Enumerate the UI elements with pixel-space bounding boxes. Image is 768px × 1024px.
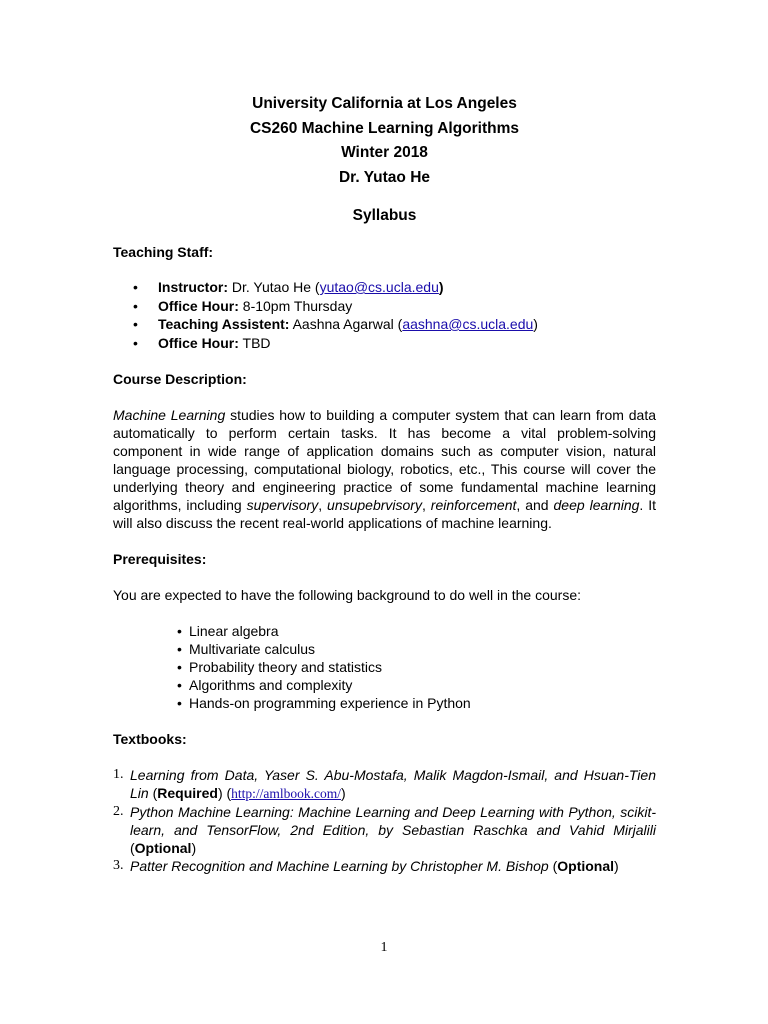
textbooks-heading: Textbooks: [113,731,187,747]
page-number: 1 [380,940,388,955]
bullet-icon: • [177,659,182,675]
course-description-text: Machine Learning studies how to building a computer system that can learn from data automatically to perform certain tasks. It has become a vital problem-solving component in wide range of application domains such as computer vision, natural language processing, computational biology, robotics, etc., This course will cover the underlying theory and engineering practice of some fundamental machine learning algorithms, including supervisory, unsupebrvisory, reinforcement, and deep learning. It will also discuss the recent real-world applications of machine learning. [113,407,657,531]
list-item: • Hands-on programming experience in Python [177,695,471,711]
list-item: • Multivariate calculus [177,641,316,657]
staff-item-ta-office-hour [113,334,656,353]
bullet-icon: • [133,334,138,351]
course-description-heading: Course Description: [113,371,247,387]
ta-email-link[interactable]: aashna@cs.ucla.edu [402,316,534,332]
textbook-title: Patter Recognition and Machine Learning by Christopher M. Bishop [130,858,549,874]
staff-label: Teaching Assistent: [158,316,290,332]
document-title: Syllabus [352,207,417,224]
list-number: 3. [113,858,124,873]
staff-item-instructor: • Instructor: Dr. Yutao He (yutao@cs.ucla.edu) [133,279,444,295]
list-item: • Linear algebra [177,623,279,639]
bullet-icon: • [133,297,138,314]
textbooks-list [113,766,656,875]
staff-label: Office Hour: [158,297,239,314]
textbook-link[interactable]: http://amlbook.com/ [231,786,342,801]
staff-value: TBD [238,334,271,351]
bullet-icon: • [133,316,138,332]
staff-label: Office Hour: [158,334,239,351]
bullet-icon: • [177,695,182,711]
instructor-heading: Dr. Yutao He [338,168,431,186]
staff-item-ta: • Teaching Assistent: Aashna Agarwal (aashna@cs.ucla.edu) [133,316,538,332]
list-item: • Algorithms and complexity [177,677,353,693]
prerequisites-heading: Prerequisites: [113,551,207,567]
bullet-icon: • [177,677,182,693]
textbook-status: Optional [557,858,615,874]
textbook-title: Python Machine Learning: Machine Learning and Deep Learning with Python, scikit-learn, and TensorFlow, 2nd Edition, by Sebastian Raschka and Vahid Mirjalili [130,804,656,838]
textbook-status: Optional [134,840,192,856]
staff-value: 8-10pm Thursday [238,297,353,314]
textbook-item: 2. Python Machine Learning: Machine Learning and Deep Learning with Python, scikit-learn, and TensorFlow, 2nd Edition, by Sebastian Raschka and Vahid Mirjalili (Optional) [113,804,656,856]
list-number: 1. [113,767,124,782]
list-item: • Probability theory and statistics [177,659,382,675]
bullet-icon: • [177,641,182,657]
university-name: University California at Los Angeles [252,95,517,112]
term: Winter 2018 [341,144,428,161]
bullet-icon: • [133,279,138,295]
staff-item-office-hour [113,297,656,316]
staff-label: Instructor: [158,279,228,295]
course-title: CS260 Machine Learning Algorithms [249,119,519,137]
textbook-title: Learning from Data, Yaser S. Abu-Mostafa, Malik Magdon-Ismail, and Hsuan-Tien Lin [130,767,656,801]
bullet-icon: • [177,623,182,639]
syllabus-page [113,92,656,875]
textbook-item: 3. Patter Recognition and Machine Learning by Christopher M. Bishop (Optional) [113,858,619,874]
textbook-status: Required [157,785,218,801]
list-number: 2. [113,804,124,819]
teaching-staff-list [113,278,656,352]
teaching-staff-heading: Teaching Staff: [113,244,214,260]
instructor-email-link[interactable]: yutao@cs.ucla.edu [319,279,439,295]
prerequisites-intro: You are expected to have the following background to do well in the course: [113,587,582,603]
textbook-item: 1. Learning from Data, Yaser S. Abu-Mostafa, Malik Magdon-Ismail, and Hsuan-Tien Lin (Required) (http://amlbook.com/) [113,767,656,801]
prerequisites-list [113,622,656,712]
